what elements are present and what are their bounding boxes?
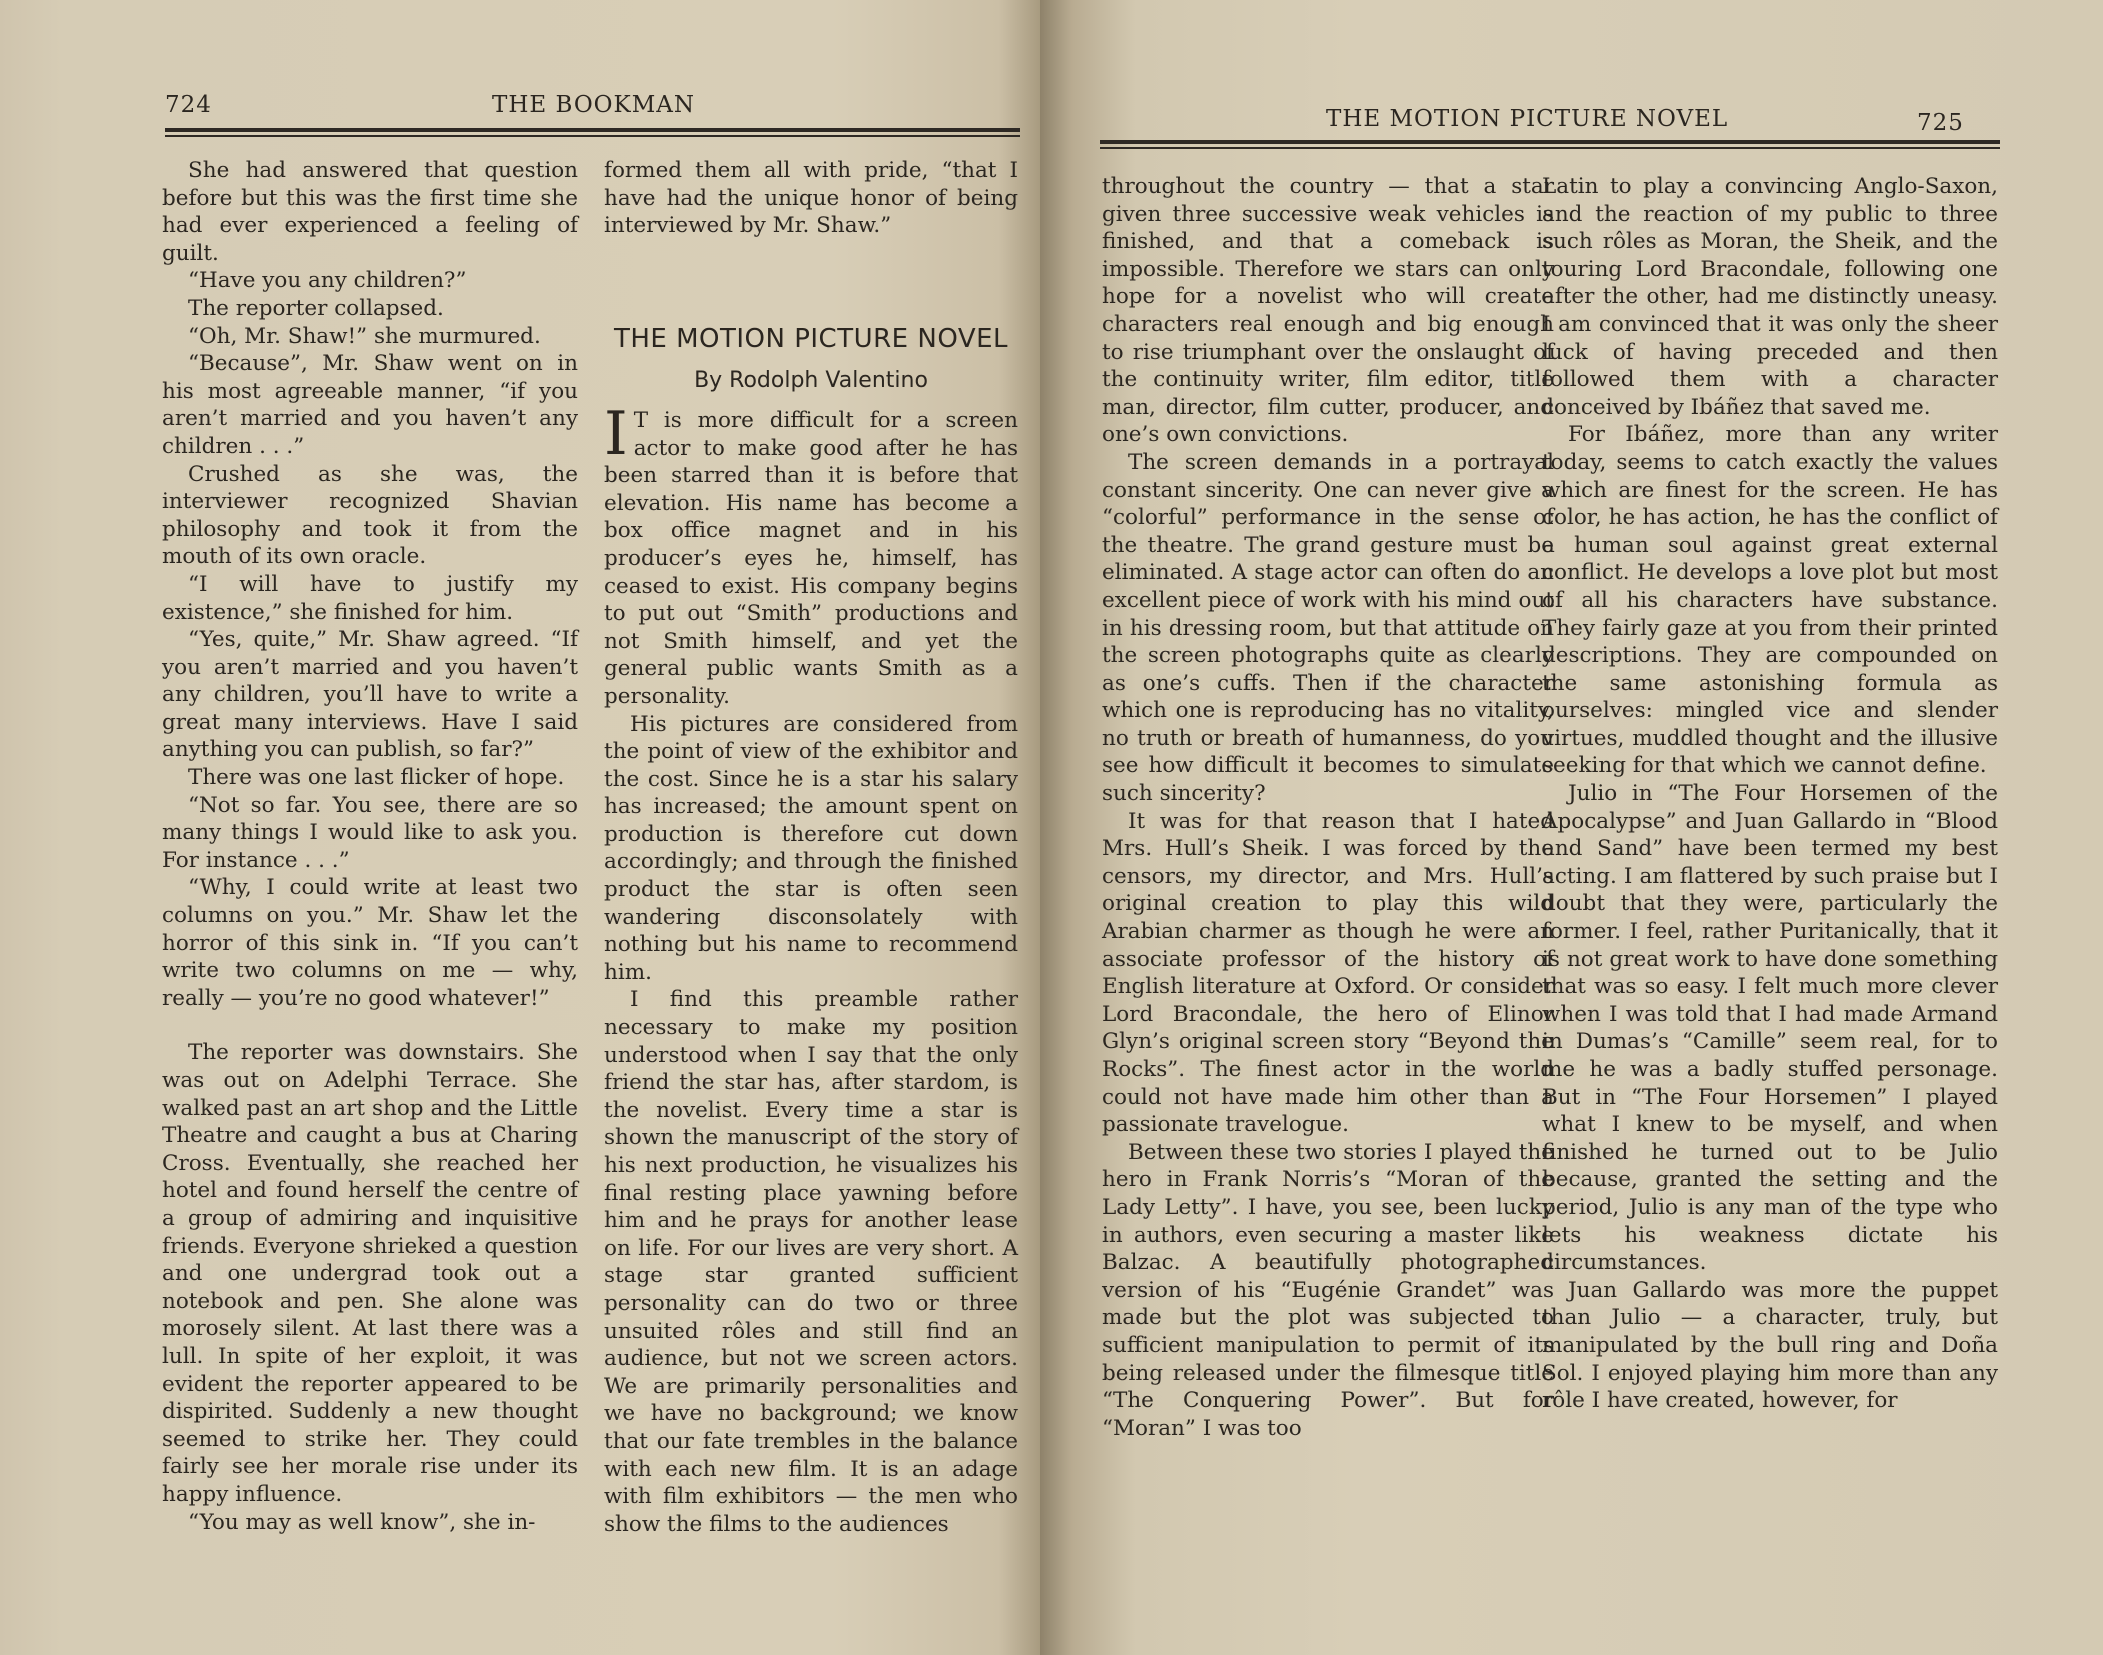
paragraph: “I will have to justify my existence,” she finished for him. <box>162 571 578 625</box>
header-rule-thin <box>165 135 1020 137</box>
paragraph: “Because”, Mr. Shaw went on in his most agreeable manner, “if you aren’t married and you haven’t any children . . .” <box>162 351 578 459</box>
paragraph-continuation: formed them all with pride, “that I have had the unique honor of being interviewed by Mr. Shaw.” <box>604 158 1018 239</box>
page-number: 725 <box>1917 110 1964 136</box>
paragraph: Julio in “The Four Horsemen of the Apocalypse” and Juan Gallardo in “Blood and Sand” have been termed my best acting. I am flattered by such praise but I doubt that they were, particularly the former. I feel, rather Puritanically, that it is not great work to have done something that was so easy. I felt much more clever when I was told that I had made Armand in Dumas’s “Camille” seem real, for to me he was a badly stuffed personage. But in “The Four Horsemen” I played what I knew to be myself, and when finished he turned out to be Julio because, granted the setting and the period, Julio is any man of the type who lets his weakness dictate his circumstances. <box>1542 781 1998 1276</box>
right-column-2 <box>1542 173 1998 1415</box>
paragraph: Between these two stories I played the hero in Frank Norris’s “Moran of the Lady Letty”. I have, you see, been lucky in authors, even securing a master like Balzac. A beautifully photographed version of his “Eugénie Grandet” was made but the plot was subjected to sufficient manipulation to permit of its being released under the filmesque title “The Conquering Power”. But for “Moran” I was too <box>1102 1139 1554 1441</box>
byline: By Rodolph Valentino <box>694 368 928 394</box>
paragraph: It was for that reason that I hated Mrs. Hull’s Sheik. I was forced by the censors, my director, and Mrs. Hull’s original creation to play this wild Arabian charmer as though he were an associate professor of the history of English literature at Oxford. Or consider Lord Bracondale, the hero of Elinor Glyn’s original screen story “Beyond the Rocks”. The finest actor in the world could not have made him other than a passionate travelogue. <box>1102 808 1554 1138</box>
section-break <box>162 1012 578 1039</box>
left-column-2 <box>604 157 1018 1538</box>
paragraph-continuation: Latin to play a convincing Anglo-Saxon, and the reaction of my public to three such rôles as Moran, the Sheik, and the touring Lord Bracondale, following one after the other, had me distinctly uneasy. I am convinced that it was only the sheer luck of having preceded and then followed them with a character conceived by Ibáñez that saved me. <box>1542 174 1998 420</box>
drop-cap: I <box>604 398 628 469</box>
running-head: THE MOTION PICTURE NOVEL <box>1326 106 1729 132</box>
header-rule-thin <box>1100 147 2000 149</box>
running-head: THE BOOKMAN <box>492 92 696 118</box>
paragraph-continuation: throughout the country — that a star given three successive weak vehicles is finished, and that a comeback is impossible. Therefore we stars can only hope for a novelist who will create characters real enough and big enough to rise triumphant over the onslaught of the continuity writer, film editor, title man, director, film cutter, producer, and one’s own convictions. <box>1102 174 1554 448</box>
paragraph: The reporter collapsed. <box>188 295 444 321</box>
paragraph: Crushed as she was, the interviewer recognized Shavian philosophy and took it from the mouth of its own oracle. <box>162 461 578 570</box>
paragraph: T is more difficult for a screen actor to make good after he has been starred than it is before that elevation. His name has become a box office magnet and in his producer’s eyes he, himself, has ceased to exist. His company begins to put out “Smith” productions and not Smith himself, and yet the general public wants Smith as a personality. <box>604 407 1018 709</box>
paragraph: “Not so far. You see, there are so many things I would like to ask you. For instance . . .” <box>162 792 578 873</box>
header-rule-thick <box>165 128 1020 132</box>
article-title: THE MOTION PICTURE NOVEL <box>613 323 1009 354</box>
paragraph: “Oh, Mr. Shaw!” she murmured. <box>188 323 541 349</box>
paragraph: “Yes, quite,” Mr. Shaw agreed. “If you aren’t married and you haven’t any children, you’ll have to write a great many interviews. Have I said anything you can publish, so far?” <box>162 627 578 763</box>
paragraph: “Why, I could write at least two columns on you.” Mr. Shaw let the horror of this sink in. “If you can’t write two columns on me — why, really — you’re no good whatever!” <box>162 875 578 1011</box>
right-column-1 <box>1102 173 1554 1442</box>
paragraph: “You may as well know”, she in- <box>188 1509 536 1535</box>
left-page <box>0 0 1040 1655</box>
opening-paragraph <box>604 398 1018 711</box>
paragraph: I find this preamble rather necessary to make my position understood when I say that the only friend the star has, after stardom, is the novelist. Every time a star is shown the manuscript of the story of his next production, he visualizes his final resting place yawning before him and he prays for another lease on life. For our lives are very short. A stage star granted sufficient personality can do two or three unsuited rôles and still find an audience, but not we screen actors. We are primarily personalities and we have no background; we know that our fate trembles in the balance with each new film. It is an adage with film exhibitors — the men who show the films to the audiences <box>604 987 1018 1537</box>
paragraph: Juan Gallardo was more the puppet than Julio — a character, truly, but manipulated by the bull ring and Doña Sol. I enjoyed playing him more than any rôle I have created, however, for <box>1542 1277 1998 1414</box>
right-page <box>1040 0 2103 1655</box>
paragraph: His pictures are considered from the point of view of the exhibitor and the cost. Since he is a star his salary has increased; the amount spent on production is therefore cut down accordingly; and through the finished product the star is often seen wandering disconsolately with nothing but his name to recommend him. <box>604 711 1018 985</box>
paragraph: There was one last flicker of hope. <box>188 765 565 791</box>
left-column-1 <box>162 157 578 1536</box>
paragraph: For Ibáñez, more than any writer today, seems to catch exactly the values which are finest for the screen. He has color, he has action, he has the conflict of a human soul against great external conflict. He develops a love plot but most of all his characters have substance. They fairly gaze at you from their printed descriptions. They are compounded on the same astonishing formula as ourselves: mingled vice and slender virtues, muddled thought and the illusive seeking for that which we cannot define. <box>1542 422 1998 779</box>
paragraph: The reporter was downstairs. She was out on Adelphi Terrace. She walked past an art shop and the Little Theatre and caught a bus at Charing Cross. Eventually, she reached her hotel and found herself the centre of a group of admiring and inquisitive friends. Everyone shrieked a question and one undergrad took out a notebook and pen. She alone was morosely silent. At last there was a lull. In spite of her exploit, it was evident the reporter appeared to be dispirited. Suddenly a new thought seemed to strike her. They could fairly see her morale rise under its happy influence. <box>162 1040 578 1507</box>
spacer <box>604 240 1018 326</box>
paragraph: The screen demands in a portrayal constant sincerity. One can never give a “colorful” performance in the sense of the theatre. The grand gesture must be eliminated. A stage actor can often do an excellent piece of work with his mind out in his dressing room, but that attitude on the screen photographs quite as clearly as one’s cuffs. Then if the character which one is reproducing has no vitality, no truth or breath of humanness, do you see how difficult it becomes to simulate such sincerity? <box>1102 449 1554 807</box>
paragraph: “Have you any children?” <box>188 268 467 294</box>
page-number: 724 <box>165 92 212 118</box>
paragraph: She had answered that question before but this was the first time she had ever experienced a feeling of guilt. <box>162 158 578 266</box>
header-rule-thick <box>1100 140 2000 144</box>
